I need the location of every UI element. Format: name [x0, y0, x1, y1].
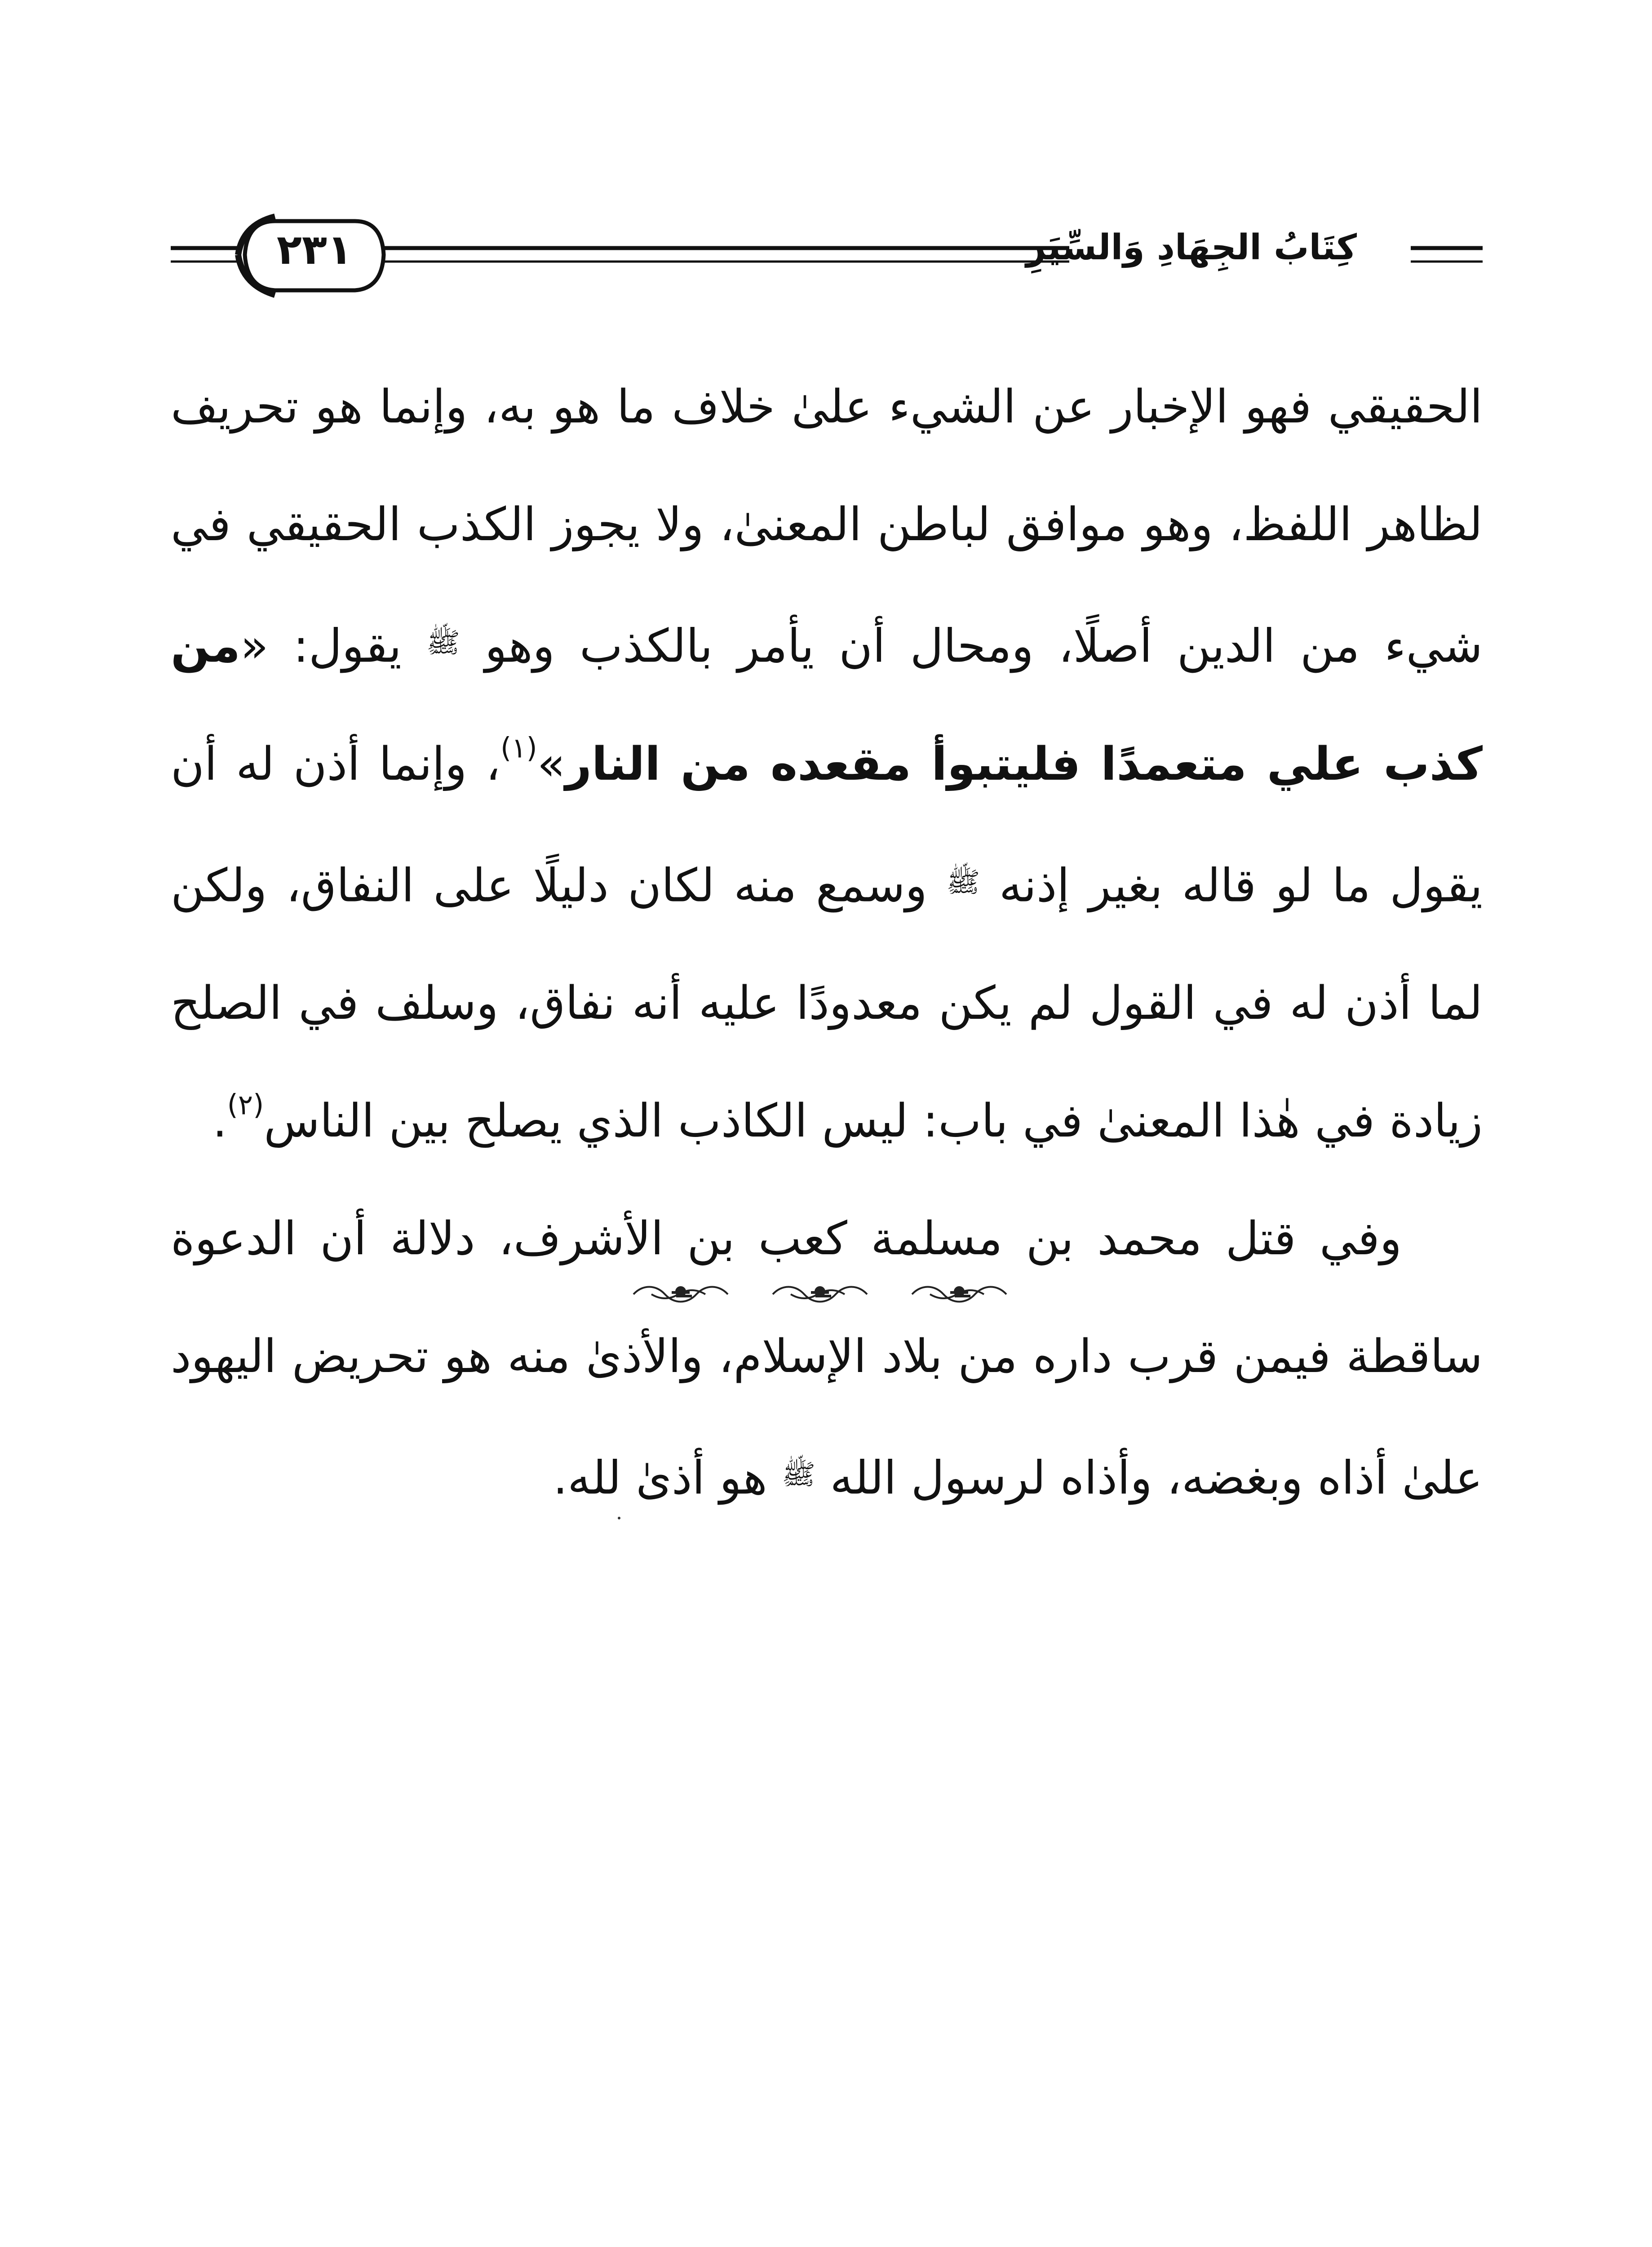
footnote-ref-2[interactable]: (٢): [227, 1088, 264, 1121]
text-run: »: [537, 737, 566, 791]
chapter-title: كِتَابُ الجِهَادِ وَالسِّيَرِ: [1026, 227, 1357, 268]
paragraph-2: [171, 1180, 1483, 1537]
text-run: الحقيقي فهو الإخبار عن الشيء علىٰ خلاف ما هو به، وإنما هو تحريف لظاهر اللفظ، وهو موافق لباطن المعنىٰ، ولا يجوز الكذب الحقيقي في شيء من الدين أصلًا، ومحال أن يأمر بالكذب وهو: [171, 380, 1483, 673]
text-run: وفي قتل محمد بن مسلمة كعب بن الأشرف، دلالة أن الدعوة ساقطة فيمن قرب داره من بلاد الإسلام، والأذىٰ منه هو تحريض اليهود علىٰ أذاه وبغضه، وأذاه لرسول الله: [171, 1212, 1483, 1505]
page-number: ٢٣١: [276, 226, 353, 274]
scan-speck: [618, 1517, 620, 1519]
text-run: ، وإنما أذن له أن يقول ما لو قاله بغير إذنه: [171, 737, 1483, 913]
text-run: .: [213, 1094, 227, 1148]
pbuh-glyph: ﷺ: [946, 865, 980, 898]
ornament-divider: [624, 1276, 1029, 1312]
pbuh-glyph: ﷺ: [782, 1458, 816, 1491]
text-run: هو أذىٰ لله.: [553, 1452, 767, 1505]
pbuh-glyph: ﷺ: [426, 626, 460, 659]
paragraph-1: [171, 348, 1483, 1180]
body-text: [171, 348, 1483, 1537]
text-run: يقول: «: [240, 619, 402, 673]
running-header: [171, 211, 1483, 306]
footnote-ref-1[interactable]: (١): [500, 731, 537, 764]
hadith-quote: من كذب علي متعمدًا فليتبوأ مقعده من النار: [171, 619, 1483, 791]
text-run: وسمع منه لكان دليلًا على النفاق، ولكن لما أذن له في القول لم يكن معدودًا عليه أنه نفاق، وسلف في الصلح زيادة في هٰذا المعنىٰ في باب: ليس الكاذب الذي يصلح بين الناس: [171, 859, 1483, 1148]
